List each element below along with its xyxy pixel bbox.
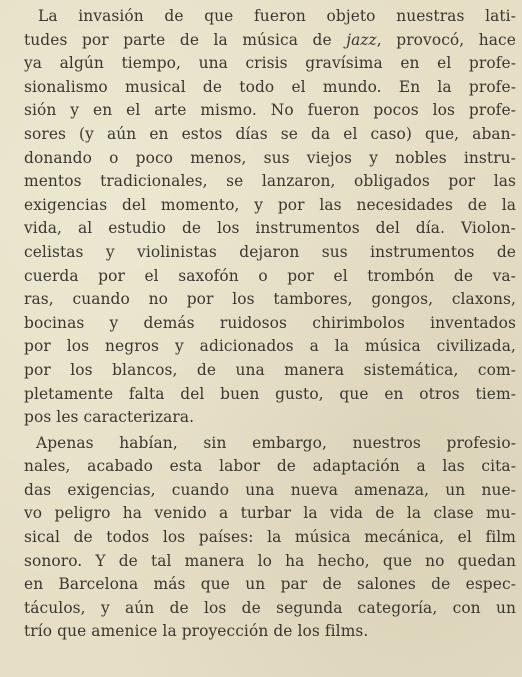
italic-word-jazz: jazz <box>346 30 377 49</box>
text-line: vida, al estudio de los instrumentos del día. Violon- <box>24 219 516 238</box>
text-line: La invasión de que fueron objeto nuestras lati- <box>38 7 516 25</box>
text-line: bocinas y demás ruidosos chirimbolos inventados <box>24 313 516 332</box>
text-line: tudes por parte de la música de jazz, provocó, hace <box>24 30 516 49</box>
text-line: sonoro. Y de tal manera lo ha hecho, que no quedan <box>24 551 516 570</box>
text-line: ras, cuando no por los tambores, gongos, claxons, <box>24 290 516 309</box>
paragraph-jazz-invasion <box>24 5 516 430</box>
text-line: mentos tradicionales, se lanzaron, obligados por las <box>24 172 516 191</box>
text-line: pletamente falta del buen gusto, que en otros tiem- <box>24 384 516 403</box>
text-line: sionalismo musical de todo el mundo. En la profe- <box>24 77 516 96</box>
text-line: das exigencias, cuando una nueva amenaza, un nue- <box>24 480 516 499</box>
text-line: exigencias del momento, y por las necesidades de la <box>24 195 516 214</box>
text-line: por los negros y adicionados a la música civilizada, <box>24 337 516 356</box>
paragraph-sound-film <box>24 432 516 644</box>
text-line: cuerda por el saxofón o por el trombón de va- <box>24 266 516 285</box>
text-line: en Barcelona más que un par de salones de espec- <box>24 575 516 594</box>
text-line: sores (y aún en estos días se da el caso) que, aban- <box>24 124 516 143</box>
text-line: sión y en el arte mismo. No fueron pocos los profe- <box>24 101 516 120</box>
text-line: ya algún tiempo, una crisis gravísima en el profe- <box>24 54 516 73</box>
text-line: nales, acabado esta labor de adaptación a las cita- <box>24 457 516 476</box>
text-line: por los blancos, de una manera sistemática, com- <box>24 360 516 379</box>
text-line: donando o poco menos, sus viejos y nobles instru- <box>24 148 516 167</box>
text-line: celistas y violinistas dejaron sus instrumentos de <box>24 242 516 261</box>
text-line: trío que amenice la proyección de los films. <box>24 622 369 641</box>
text-line: táculos, y aún de los de segunda categoría, con un <box>24 598 516 617</box>
text-line: vo peligro ha venido a turbar la vida de la clase mu- <box>24 504 516 523</box>
text-line: Apenas habían, sin embargo, nuestros profesio- <box>36 433 516 452</box>
text-line: pos les caracterizara. <box>24 408 195 427</box>
text-line: sical de todos los países: la música mecánica, el film <box>24 528 516 547</box>
